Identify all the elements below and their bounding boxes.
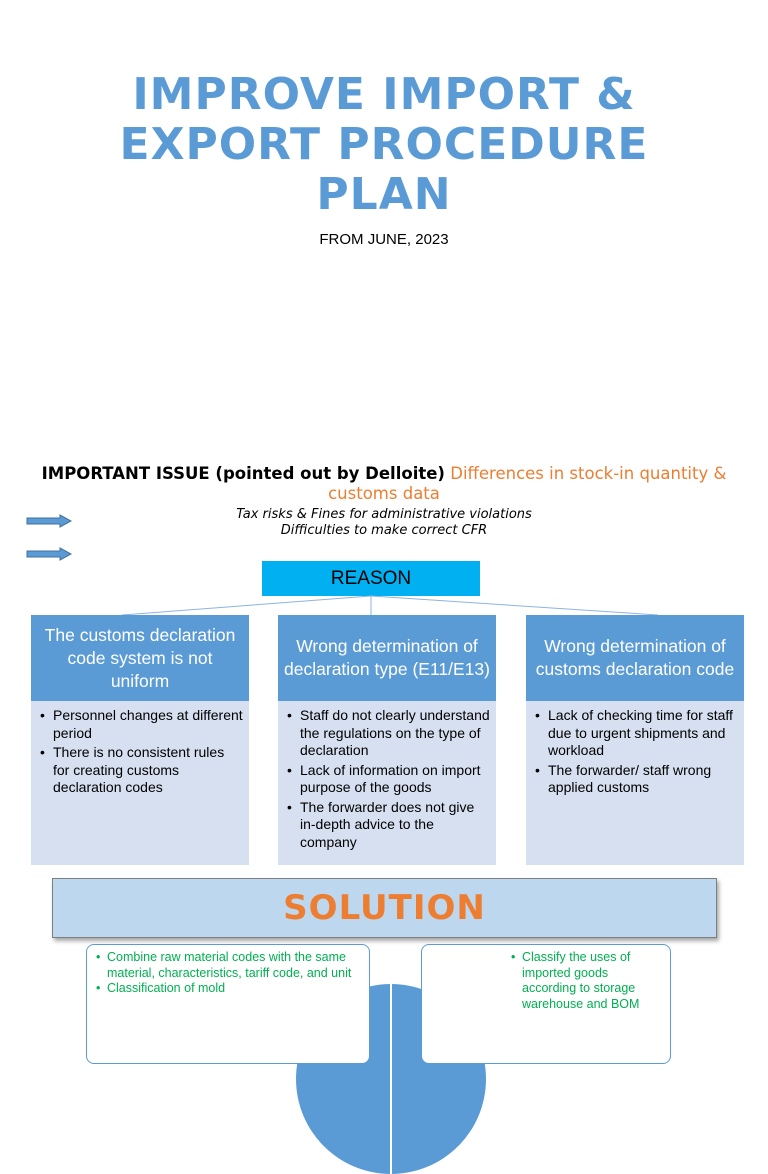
list-item: • Lack of checking time for staff due to urgent shipments and workload (548, 707, 738, 760)
list-item: • Combine raw material codes with the same material, characteristics, tariff code, and unit (107, 950, 363, 981)
reason-column (278, 615, 496, 865)
reason-label: REASON (262, 561, 480, 596)
important-issue (30, 464, 738, 504)
reason-column (526, 615, 744, 865)
issue-heading: IMPORTANT ISSUE (pointed out by Delloite) (41, 464, 445, 483)
issue-effects (0, 507, 768, 539)
list-item: • Classify the uses of imported goods according to storage warehouse and BOM (522, 950, 664, 1012)
right-arrow-icon (26, 547, 72, 561)
issue-effect: Difficulties to make correct CFR (280, 523, 488, 538)
solution-banner: SOLUTION (52, 878, 717, 938)
reason-column-body (31, 701, 249, 865)
reason-column-title: Wrong determination of declaration type (E11/E13) (278, 615, 496, 701)
reason-column-title: Wrong determination of customs declaration code (526, 615, 744, 701)
list-item: • Staff do not clearly understand the regulations on the type of declaration (300, 707, 490, 760)
page-title (0, 70, 768, 220)
solution-card-right (421, 944, 671, 1064)
circle-divider (390, 984, 392, 1174)
page-subtitle: FROM JUNE, 2023 (319, 231, 449, 248)
list-item: • Lack of information on import purpose of the goods (300, 762, 490, 797)
list-item: • Classification of mold (107, 981, 363, 997)
reason-column-body (278, 701, 496, 865)
list-item: • Personnel changes at different period (53, 707, 243, 742)
issue-effect: Tax risks & Fines for administrative violations (236, 507, 532, 522)
reason-column-body (526, 701, 744, 865)
title-line-2: EXPORT PROCEDURE (119, 119, 649, 170)
issue-highlight: Differences in stock-in quantity & customs data (328, 464, 727, 503)
reason-column (31, 615, 249, 865)
list-item: • The forwarder does not give in-depth advice to the company (300, 799, 490, 852)
solution-card-left (86, 944, 370, 1064)
reason-connectors (0, 595, 768, 617)
title-line-3: PLAN (316, 169, 452, 220)
list-item: • The forwarder/ staff wrong applied customs (548, 762, 738, 797)
list-item: • There is no consistent rules for creating customs declaration codes (53, 744, 243, 797)
title-line-1: IMPROVE IMPORT & (132, 69, 636, 120)
reason-column-title: The customs declaration code system is not uniform (31, 615, 249, 701)
